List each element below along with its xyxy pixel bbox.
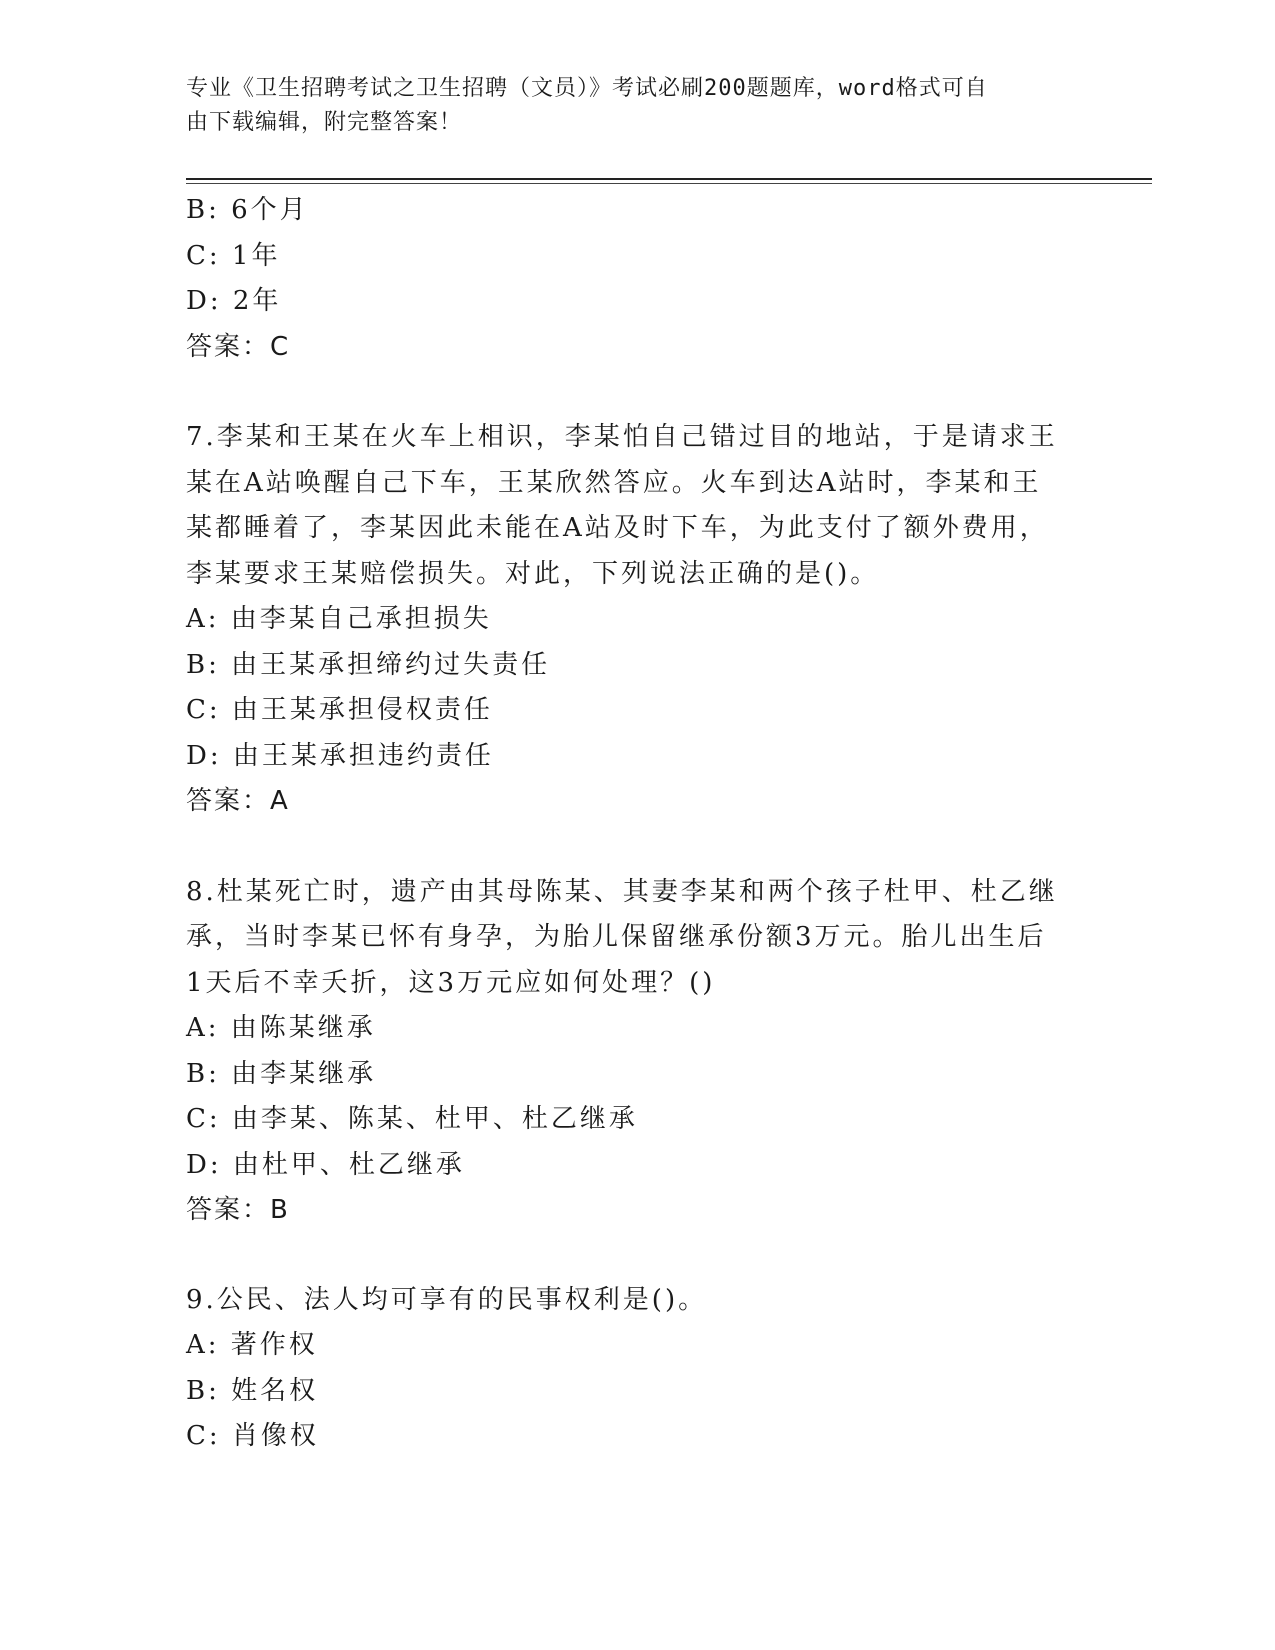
option-c: C: 肖像权 [186,1421,319,1451]
spacer [186,825,1066,870]
option-c: C: 由李某、陈某、杜甲、杜乙继承 [186,1104,638,1134]
option-d: D: 2年 [186,286,282,316]
option-b: B: 由李某继承 [186,1058,377,1089]
page-header [186,72,1076,140]
option-d: D: 由王某承担违约责任 [186,740,494,771]
question-9 [186,1278,1066,1460]
answer-line: 答案：C [186,331,291,362]
question-text-line: 某在A站唤醒自己下车，王某欣然答应。火车到达A站时，李某和王 [186,467,1042,498]
question-text-line: 某都睡着了，李某因此未能在A站及时下车，为此支付了额外费用， [186,513,1049,543]
question-8 [186,870,1066,1234]
question-text-line: 7.李某和王某在火车上相识，李某怕自己错过目的地站，于是请求王 [186,422,1058,452]
answer-line: 答案：B [186,1195,290,1225]
option-a: A: 由李某自己承担损失 [186,604,492,634]
answer-line: 答案：A [186,786,290,816]
question-text-line: 承，当时李某已怀有身孕，为胎儿保留继承份额3万元。胎儿出生后 [186,922,1047,952]
header-line-1: 专业《卫生招聘考试之卫生招聘（文员）》考试必刷200题题库，word格式可自 [186,76,988,101]
option-b: B: 由王某承担缔约过失责任 [186,649,551,680]
spacer [186,1234,1066,1278]
header-line-2: 由下载编辑，附完整答案！ [186,110,463,135]
option-c: C: 1年 [186,240,281,271]
question-7 [186,415,1066,825]
question-text-line: 李某要求王某赔偿损失。对此，下列说法正确的是()。 [186,558,880,589]
option-b: B: 姓名权 [186,1375,319,1406]
header-divider [186,178,1152,180]
prev-question [186,188,1066,370]
question-text-line: 1天后不幸夭折，这3万元应如何处理？() [186,967,716,998]
document-body [186,188,1066,1460]
option-d: D: 由杜甲、杜乙继承 [186,1149,465,1180]
header-divider-thin [186,183,1152,184]
option-b: B: 6个月 [186,195,309,225]
spacer [186,370,1066,415]
question-text-line: 8.杜某死亡时，遗产由其母陈某、其妻李某和两个孩子杜甲、杜乙继 [186,876,1058,907]
question-text-line: 9.公民、法人均可享有的民事权利是()。 [186,1284,708,1315]
option-a: A: 著作权 [186,1330,318,1360]
option-c: C: 由王某承担侵权责任 [186,695,493,725]
option-a: A: 由陈某继承 [186,1013,376,1043]
